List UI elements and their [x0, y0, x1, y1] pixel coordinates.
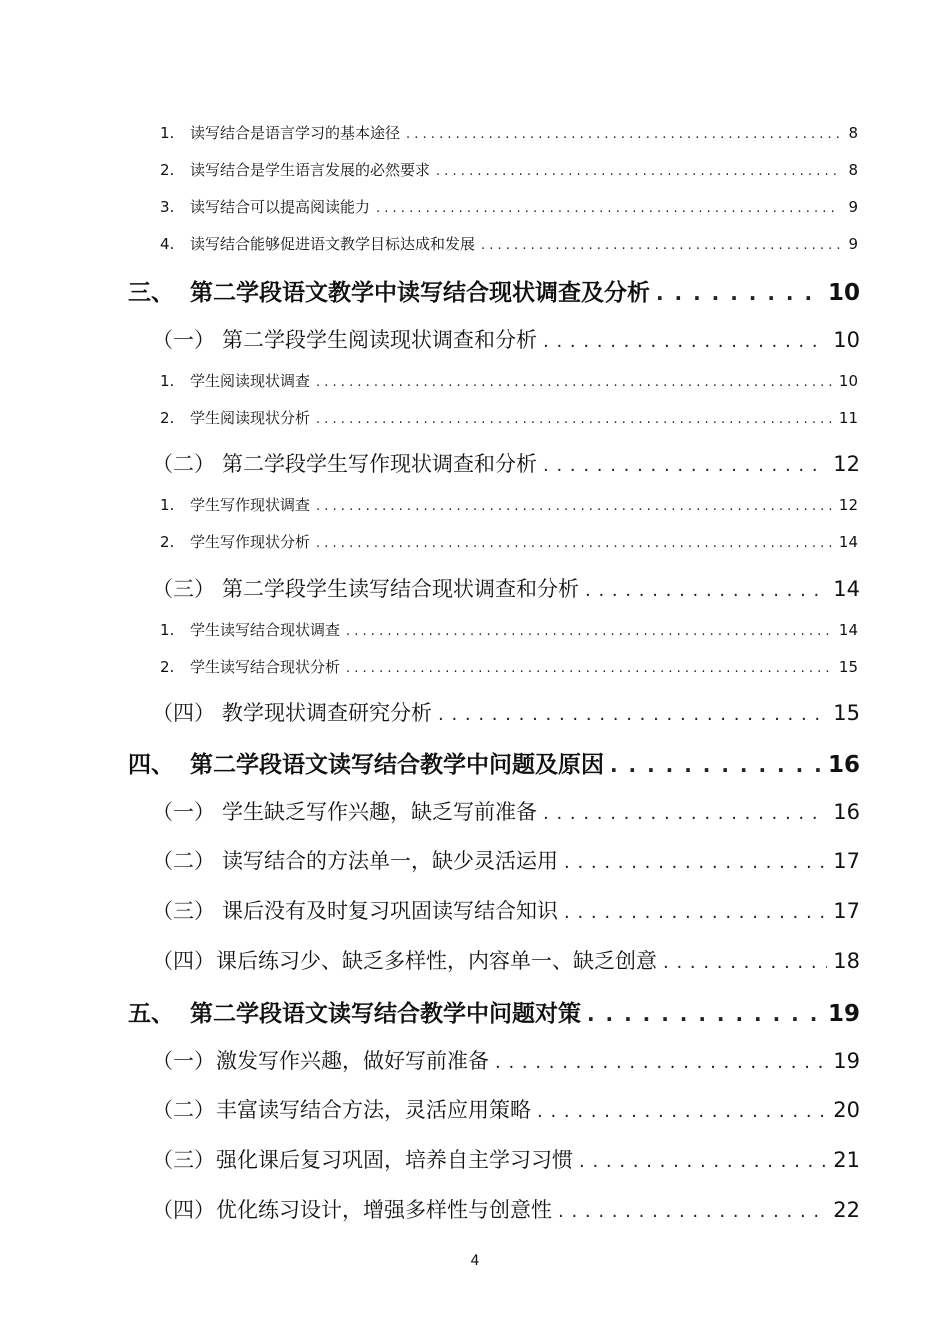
entry-number: （三）: [152, 1148, 215, 1172]
toc-entry-section[interactable]: [152, 448, 860, 478]
dot-leader: [346, 624, 833, 639]
entry-title: 强化课后复习巩固，培养自主学习习惯: [216, 1148, 573, 1172]
toc-entry-section[interactable]: [152, 945, 860, 975]
dot-leader: [564, 852, 827, 873]
entry-number: 1.: [160, 124, 175, 142]
dot-leader: [346, 661, 833, 676]
dot-leader: [406, 127, 840, 142]
entry-page: 8: [848, 124, 858, 142]
entry-title: 读写结合可以提高阅读能力: [190, 198, 371, 216]
toc-entry-section[interactable]: [152, 1045, 860, 1075]
entry-number: 3.: [160, 198, 175, 216]
toc-entry[interactable]: [160, 407, 858, 429]
entry-title: 读写结合是学生语言发展的必然要求: [190, 161, 431, 179]
entry-number: （二）: [152, 1098, 215, 1122]
toc-entry-section[interactable]: [152, 573, 860, 603]
entry-title: 激发写作兴趣，做好写前准备: [216, 1049, 489, 1073]
entry-number: （一）: [152, 328, 215, 352]
entry-page: 17: [833, 899, 860, 923]
toc-entry-section[interactable]: [152, 1094, 860, 1124]
dot-leader: [376, 201, 840, 216]
toc-entry[interactable]: [160, 196, 858, 218]
toc-entry-section[interactable]: [152, 796, 860, 826]
page-number: 4: [470, 1253, 480, 1269]
entry-title: 学生缺乏写作兴趣，缺乏写前准备: [222, 800, 537, 824]
entry-number: （三）: [152, 577, 215, 601]
entry-page: 14: [838, 621, 858, 639]
entry-title: 读写结合能够促进语文教学目标达成和发展: [190, 235, 476, 253]
entry-title: 第二学段语文读写结合教学中问题对策: [190, 1001, 581, 1027]
entry-page: 16: [827, 752, 860, 778]
entry-page: 10: [833, 328, 860, 352]
dot-leader: [495, 1052, 827, 1073]
dot-leader: [585, 580, 827, 601]
entry-page: 8: [848, 161, 858, 179]
toc-entry-chapter[interactable]: [128, 995, 860, 1027]
toc-entry-chapter[interactable]: [128, 746, 860, 778]
toc-entry-section[interactable]: [152, 895, 860, 925]
entry-page: 21: [833, 1148, 860, 1172]
entry-title: 学生阅读现状分析: [190, 409, 311, 427]
entry-title: 学生写作现状调查: [190, 496, 311, 514]
dot-leader: [558, 1201, 827, 1222]
toc-entry-section[interactable]: [152, 324, 860, 354]
dot-leader: [579, 1151, 827, 1172]
toc-entry[interactable]: [160, 122, 858, 144]
toc-entry[interactable]: [160, 159, 858, 181]
entry-page: 14: [833, 577, 860, 601]
toc-entry[interactable]: [160, 656, 858, 678]
dot-leader: [587, 1002, 822, 1026]
entry-title: 第二学段语文教学中读写结合现状调查及分析: [190, 280, 650, 306]
entry-title: 学生读写结合现状调查: [190, 621, 341, 639]
entry-number: （四）: [152, 949, 215, 973]
entry-number: 2.: [160, 161, 175, 179]
entry-page: 10: [838, 372, 858, 390]
dot-leader: [543, 331, 827, 352]
entry-page: 22: [833, 1198, 860, 1222]
entry-title: 第二学段语文读写结合教学中问题及原因: [190, 752, 604, 778]
dot-leader: [438, 704, 827, 725]
entry-title: 读写结合的方法单一，缺少灵活运用: [222, 849, 558, 873]
toc-entry-section[interactable]: [152, 845, 860, 875]
toc-entry[interactable]: [160, 494, 858, 516]
dot-leader: [663, 952, 827, 973]
entry-number: 4.: [160, 235, 175, 253]
entry-number: （三）: [152, 899, 215, 923]
dot-leader: [436, 164, 840, 179]
entry-number: 四、: [128, 752, 174, 778]
dot-leader: [564, 902, 827, 923]
entry-number: 1.: [160, 496, 175, 514]
dot-leader: [316, 499, 833, 514]
entry-number: 2.: [160, 409, 175, 427]
entry-page: 15: [838, 658, 858, 676]
dot-leader: [656, 281, 822, 305]
entry-number: （四）: [152, 1198, 215, 1222]
dot-leader: [537, 1101, 827, 1122]
entry-page: 16: [833, 800, 860, 824]
entry-page: 14: [838, 533, 858, 551]
dot-leader: [316, 412, 833, 427]
entry-number: （四）: [152, 701, 215, 725]
dot-leader: [481, 238, 840, 253]
entry-number: 五、: [128, 1001, 174, 1027]
entry-title: 教学现状调查研究分析: [222, 701, 432, 725]
dot-leader: [316, 375, 833, 390]
entry-page: 9: [848, 198, 858, 216]
entry-title: 丰富读写结合方法，灵活应用策略: [216, 1098, 531, 1122]
entry-number: 三、: [128, 280, 174, 306]
entry-page: 19: [827, 1001, 860, 1027]
entry-title: 课后练习少、缺乏多样性，内容单一、缺乏创意: [216, 949, 657, 973]
entry-title: 课后没有及时复习巩固读写结合知识: [222, 899, 558, 923]
entry-page: 18: [833, 949, 860, 973]
dot-leader: [610, 753, 822, 777]
toc-entry[interactable]: [160, 233, 858, 255]
dot-leader: [543, 803, 827, 824]
dot-leader: [543, 455, 827, 476]
entry-number: 2.: [160, 533, 175, 551]
entry-number: （二）: [152, 452, 215, 476]
entry-page: 10: [827, 280, 860, 306]
toc-entry-chapter[interactable]: [128, 274, 860, 306]
entry-page: 12: [838, 496, 858, 514]
toc-entry[interactable]: [160, 531, 858, 553]
toc-entry-section[interactable]: [152, 1144, 860, 1174]
entry-title: 读写结合是语言学习的基本途径: [190, 124, 401, 142]
entry-number: 1.: [160, 372, 175, 390]
entry-title: 第二学段学生阅读现状调查和分析: [222, 328, 537, 352]
entry-title: 第二学段学生写作现状调查和分析: [222, 452, 537, 476]
entry-number: （一）: [152, 800, 215, 824]
entry-title: 学生写作现状分析: [190, 533, 311, 551]
toc-entry-section[interactable]: [152, 697, 860, 727]
entry-page: 12: [833, 452, 860, 476]
entry-page: 19: [833, 1049, 860, 1073]
toc-entry-section[interactable]: [152, 1194, 860, 1224]
entry-title: 学生读写结合现状分析: [190, 658, 341, 676]
entry-page: 9: [848, 235, 858, 253]
entry-page: 11: [838, 409, 858, 427]
entry-title: 优化练习设计，增强多样性与创意性: [216, 1198, 552, 1222]
dot-leader: [316, 536, 833, 551]
entry-page: 20: [833, 1098, 860, 1122]
entry-title: 第二学段学生读写结合现状调查和分析: [222, 577, 579, 601]
entry-number: （二）: [152, 849, 215, 873]
entry-page: 15: [833, 701, 860, 725]
entry-number: 2.: [160, 658, 175, 676]
toc-entry[interactable]: [160, 370, 858, 392]
entry-page: 17: [833, 849, 860, 873]
entry-number: （一）: [152, 1049, 215, 1073]
entry-title: 学生阅读现状调查: [190, 372, 311, 390]
toc-entry[interactable]: [160, 619, 858, 641]
entry-number: 1.: [160, 621, 175, 639]
